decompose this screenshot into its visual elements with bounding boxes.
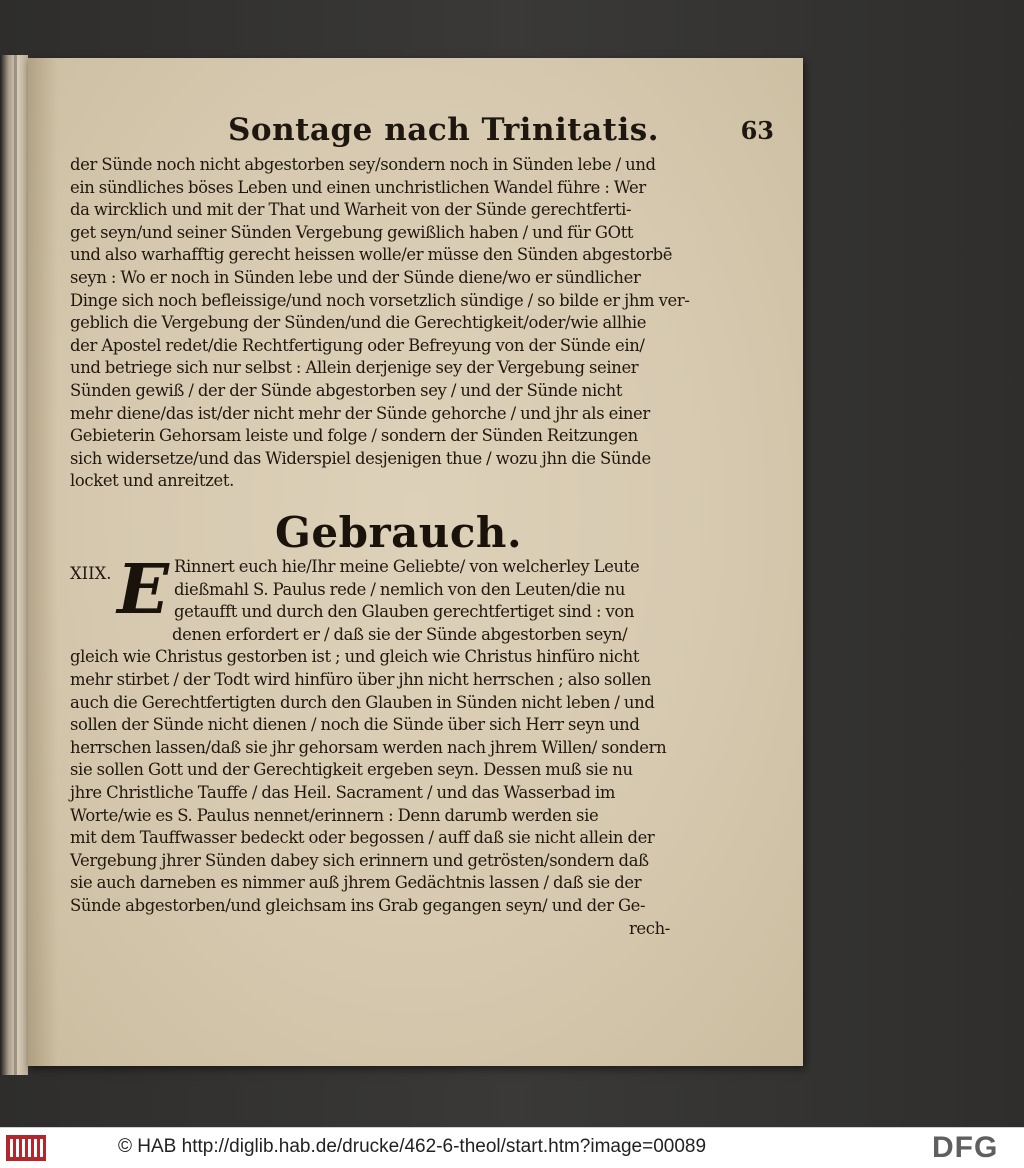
top-paragraph: [70, 154, 690, 493]
text-line: dießmahl S. Paulus rede / nemlich von den Leuten/die nu: [174, 579, 626, 599]
page-header: [228, 112, 788, 152]
text-line: Gebieterin Gehorsam leiste und folge / sondern der Sünden Reitzungen: [70, 426, 638, 446]
text-line: sie auch darneben es nimmer auß jhrem Gedächtnis lassen / daß sie der: [70, 873, 642, 893]
text-line: denen erfordert er / daß sie der Sünde abgestorben seyn/: [172, 624, 628, 644]
copyright-link[interactable]: © HAB http://diglib.hab.de/drucke/462-6-theol/start.htm?image=00089: [118, 1136, 707, 1157]
binding-strip: [14, 55, 17, 1075]
text-line: geblich die Vergebung der Sünden/und die Gerechtigkeit/oder/wie allhie: [70, 313, 647, 333]
text-line: Dinge sich noch befleissige/und noch vorsetzlich sündige / so bilde er jhm ver-: [70, 290, 690, 310]
page-number: 63: [740, 116, 774, 145]
footer-bar: [0, 1127, 1024, 1168]
text-line: getaufft und durch den Glauben gerechtfertiget sind : von: [174, 602, 635, 622]
text-line: Worte/wie es S. Paulus nennet/erinnern : Denn darumb werden sie: [70, 805, 599, 825]
text-line: herrschen lassen/daß sie jhr gehorsam werden nach jhrem Willen/ sondern: [70, 737, 667, 757]
text-line: und betriege sich nur selbst : Allein derjenige sey der Vergebung seiner: [70, 358, 639, 378]
text-line: sich widersetze/und das Widerspiel desjenigen thue / wozu jhn die Sünde: [70, 448, 651, 468]
text-line: Rinnert euch hie/Ihr meine Geliebte/ von welcherley Leute: [174, 557, 640, 576]
text-line: ein sündliches böses Leben und einen unchristlichen Wandel führe : Wer: [70, 177, 646, 197]
text-line: da wircklich und mit der That und Warheit von der Sünde gerechtferti-: [70, 200, 632, 220]
text-line: sollen der Sünde nicht dienen / noch die Sünde über sich Herr seyn und: [70, 715, 640, 735]
text-line: gleich wie Christus gestorben ist ; und gleich wie Christus hinfüro nicht: [70, 647, 640, 667]
text-line: mehr diene/das ist/der nicht mehr der Sünde gehorche / und jhr als einer: [70, 403, 650, 423]
text-line: der Sünde noch nicht abgestorben sey/sondern noch in Sünden lebe / und: [70, 155, 656, 174]
text-line: auch die Gerechtfertigten durch den Glauben in Sünden nicht leben / und: [70, 692, 655, 712]
text-line: locket und anreitzet.: [70, 471, 235, 491]
text-line: Sünde abgestorben/und gleichsam ins Grab gegangen seyn/ und der Ge-: [70, 895, 646, 915]
gutter-shade: [28, 58, 58, 1066]
text-line: seyn : Wo er noch in Sünden lebe und der Sünde diene/wo er sündlicher: [70, 267, 641, 287]
text-line: jhre Christliche Tauffe / das Heil. Sacrament / und das Wasserbad im: [70, 782, 616, 802]
text-line: mit dem Tauffwasser bedeckt oder begossen / auff daß sie nicht allein der: [70, 828, 655, 848]
text-line: der Apostel redet/die Rechtfertigung oder Befreyung von der Sünde ein/: [70, 335, 645, 355]
book-page: [28, 58, 803, 1066]
text-line: get seyn/und seiner Sünden Vergebung gewißlich haben / und für GOtt: [70, 222, 634, 242]
section-heading: Gebrauch.: [275, 508, 523, 557]
text-line: Sünden gewiß / der der Sünde abgestorben sey / und der Sünde nicht: [70, 380, 623, 400]
hab-logo-icon: [6, 1133, 46, 1163]
text-line: und also warhafftig gerecht heissen wolle/er müsse den Sünden abgestorbē: [70, 245, 673, 265]
margin-section-number: XIIX.: [70, 564, 112, 583]
catchword: rech-: [628, 918, 670, 938]
dfg-logo: DFG: [932, 1131, 999, 1164]
second-paragraph: [70, 550, 670, 940]
text-line: Vergebung jhrer Sünden dabey sich erinnern und getrösten/sondern daß: [70, 850, 649, 870]
decorated-initial: E: [117, 550, 169, 630]
text-line: sie sollen Gott und der Gerechtigkeit ergeben seyn. Dessen muß sie nu: [70, 760, 633, 780]
text-line: mehr stirbet / der Todt wird hinfüro über jhn nicht herrschen ; also sollen: [70, 669, 651, 689]
running-head: Sontage nach Trinitatis.: [228, 112, 660, 148]
